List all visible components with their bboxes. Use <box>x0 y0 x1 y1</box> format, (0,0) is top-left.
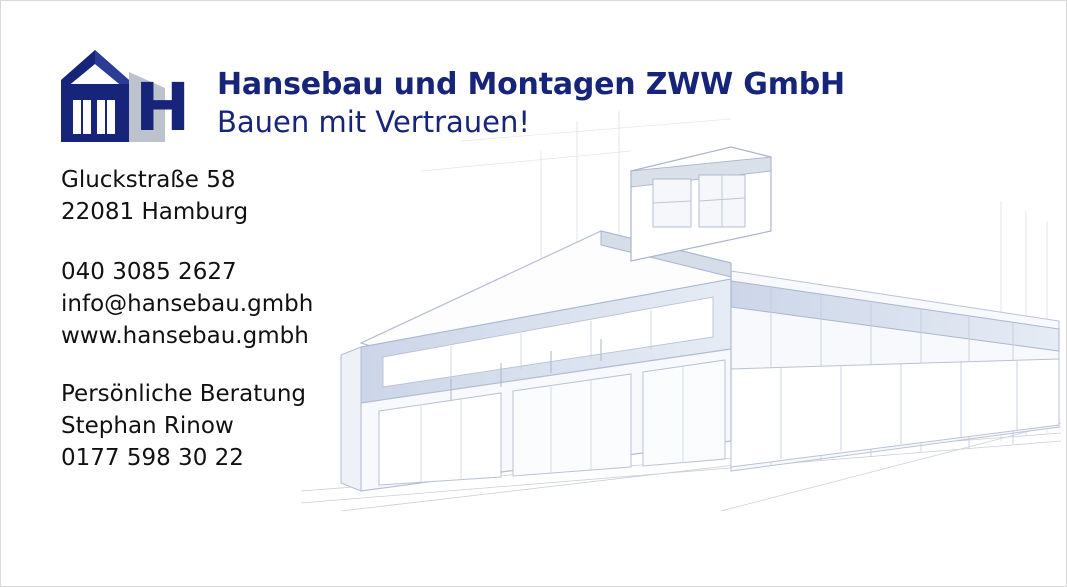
email-address[interactable]: info@hansebau.gmbh <box>61 291 314 317</box>
building-sketch-illustration <box>301 111 1061 511</box>
address-street: Gluckstraße 58 <box>61 167 236 193</box>
logo-letter: H <box>135 69 191 142</box>
address-block <box>61 164 248 228</box>
advisor-mobile[interactable]: 0177 598 30 22 <box>61 445 244 471</box>
advisor-block <box>61 378 306 474</box>
company-logo <box>61 50 207 142</box>
company-tagline: Bauen mit Vertrauen! <box>217 105 531 139</box>
advisor-name: Stephan Rinow <box>61 413 234 439</box>
company-name: Hansebau und Montagen ZWW GmbH <box>217 67 845 102</box>
website-link[interactable]: www.hansebau.gmbh <box>61 323 309 349</box>
advisor-heading: Persönliche Beratung <box>61 381 307 407</box>
contact-block <box>61 256 313 352</box>
address-city: 22081 Hamburg <box>61 199 249 225</box>
phone-number[interactable]: 040 3085 2627 <box>61 259 237 285</box>
